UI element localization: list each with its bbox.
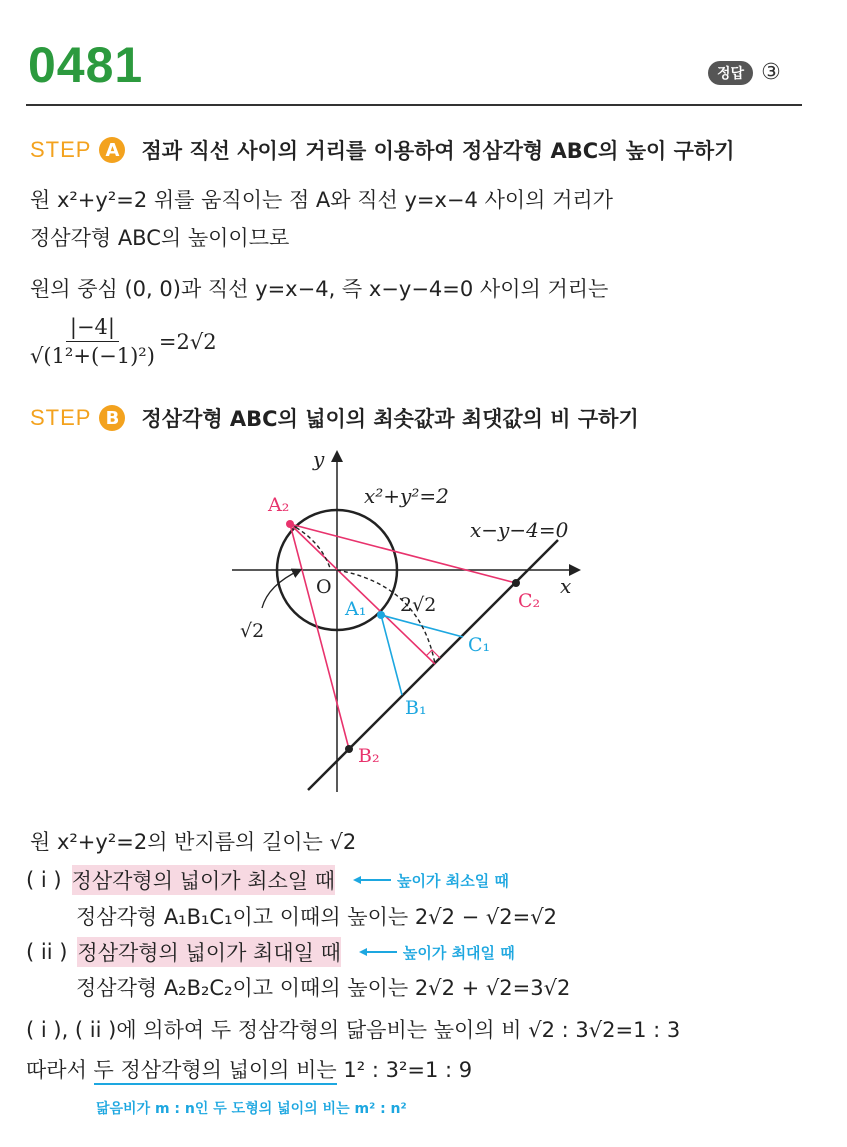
conclusion-suffix: 1² : 3²=1 : 9 xyxy=(336,1058,473,1082)
case1-detail: 정삼각형 A₁B₁C₁이고 이때의 높이는 2√2 − √2=√2 xyxy=(76,905,557,929)
conclusion-prefix: 따라서 xyxy=(26,1058,94,1082)
case2-title: 정삼각형의 넓이가 최대일 때 xyxy=(77,937,340,967)
case1-note xyxy=(353,870,509,891)
step-a-word: STEP xyxy=(30,137,92,162)
case1-note-text: 높이가 최소일 때 xyxy=(397,871,509,890)
case2-note xyxy=(359,942,515,963)
step-b-title: 정삼각형 ABC의 넓이의 최솟값과 최댓값의 비 구하기 xyxy=(141,407,639,431)
label-x-axis: x xyxy=(560,574,572,598)
step-a-title: 점과 직선 사이의 거리를 이용하여 정삼각형 ABC의 높이 구하기 xyxy=(141,139,735,163)
step-b-word: STEP xyxy=(30,405,92,430)
label-y-axis: y xyxy=(313,447,325,471)
label-c2: C₂ xyxy=(518,590,541,612)
label-line-eq: x−y−4=0 xyxy=(470,518,569,542)
point-b2 xyxy=(345,745,353,753)
case2-detail: 정삼각형 A₂B₂C₂이고 이때의 높이는 2√2 + √2=3√2 xyxy=(76,976,571,1000)
case2-note-text: 높이가 최대일 때 xyxy=(402,943,515,962)
step-b-letter: B xyxy=(99,405,125,431)
conclusion-underlined: 두 정삼각형의 넓이의 비는 xyxy=(94,1058,337,1085)
conclusion-line xyxy=(26,1054,472,1084)
step-a-line2: 정삼각형 ABC의 높이이므로 xyxy=(30,226,290,250)
answer-badge: 정답 xyxy=(708,61,753,85)
label-origin: O xyxy=(316,576,332,598)
footnote: 닮음비가 m : n인 두 도형의 넓이의 비는 m² : n² xyxy=(96,1101,407,1117)
radius-line: 원 x²+y²=2의 반지름의 길이는 √2 xyxy=(30,830,357,854)
ratio-line: ( i ), ( ii )에 의하여 두 정삼각형의 닮음비는 높이의 비 √2 : 3√2=1 : 3 xyxy=(26,1018,681,1042)
label-a2: A₂ xyxy=(268,494,290,516)
step-a-line3: 원의 중심 (0, 0)과 직선 y=x−4, 즉 x−y−4=0 사이의 거리는 xyxy=(30,277,609,301)
label-circle-eq: x²+y²=2 xyxy=(364,484,449,508)
label-a1: A₁ xyxy=(345,598,367,620)
fraction-numerator: |−4| xyxy=(66,315,119,342)
step-a-line1: 원 x²+y²=2 위를 움직이는 점 A와 직선 y=x−4 사이의 거리가 xyxy=(30,188,613,212)
case2-arrow-icon xyxy=(359,947,397,957)
point-a2 xyxy=(286,520,294,528)
step-a-letter: A xyxy=(99,137,125,163)
point-a1 xyxy=(377,611,385,619)
problem-number: 0481 xyxy=(28,37,144,93)
fraction-result: =2√2 xyxy=(158,329,217,354)
case1-label: ( i ) xyxy=(26,868,62,892)
answer-value: ③ xyxy=(761,60,781,85)
label-b1: B₁ xyxy=(405,697,427,719)
label-radius: √2 xyxy=(240,620,265,642)
case2-label: ( ii ) xyxy=(26,940,68,964)
case1-arrow-icon xyxy=(353,875,391,885)
case1-title: 정삼각형의 넓이가 최소일 때 xyxy=(72,865,335,895)
label-b2: B₂ xyxy=(358,745,380,767)
case2-row xyxy=(26,937,515,967)
point-c2 xyxy=(512,579,520,587)
case1-row xyxy=(26,865,509,895)
label-distance: 2√2 xyxy=(400,594,437,616)
label-c1: C₁ xyxy=(468,634,491,656)
fraction-denominator: √(1²+(−1)²) xyxy=(30,344,155,368)
